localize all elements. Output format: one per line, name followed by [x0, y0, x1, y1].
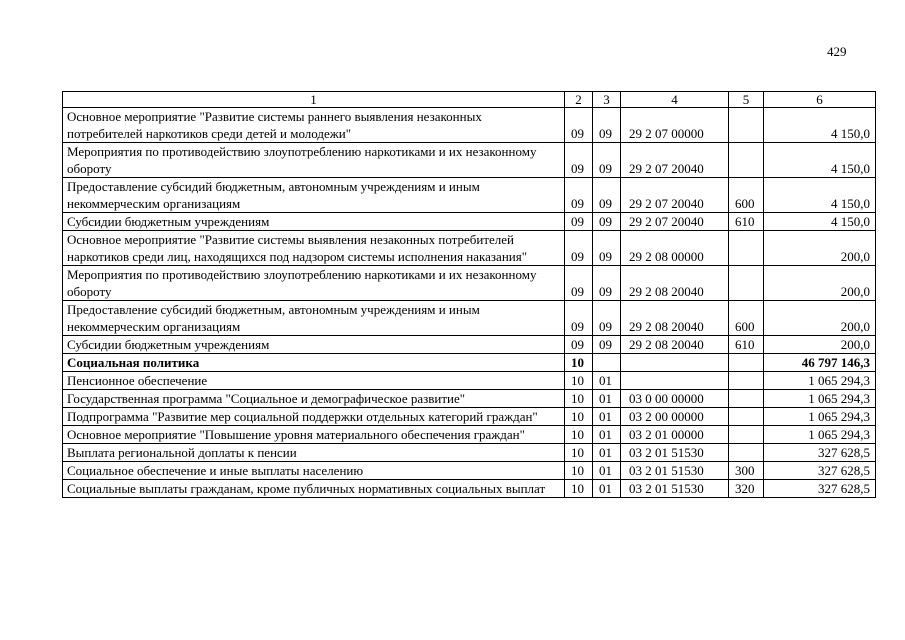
row-name: Основное мероприятие "Развитие системы раннего выявления незаконных потребителей наркотиков среди детей и молодежи"	[63, 108, 565, 143]
page-number: 429	[827, 44, 847, 59]
row-target-code: 29 2 07 20040	[621, 213, 729, 231]
row-amount: 200,0	[764, 336, 876, 354]
table-row	[63, 143, 876, 178]
row-name: Мероприятия по противодействию злоупотреблению наркотиками и их незаконному обороту	[63, 143, 565, 178]
row-section: 09	[565, 108, 593, 143]
table-row	[63, 266, 876, 301]
row-name: Выплата региональной доплаты к пенсии	[63, 444, 565, 462]
row-section: 09	[565, 336, 593, 354]
row-expense-type	[729, 372, 764, 390]
row-section: 10	[565, 408, 593, 426]
row-amount: 1 065 294,3	[764, 390, 876, 408]
table-row	[63, 426, 876, 444]
row-subsection	[593, 354, 621, 372]
row-expense-type	[729, 408, 764, 426]
row-expense-type	[729, 354, 764, 372]
table-row	[63, 108, 876, 143]
row-target-code: 03 2 01 51530	[621, 462, 729, 480]
row-target-code: 29 2 08 20040	[621, 301, 729, 336]
row-amount: 327 628,5	[764, 462, 876, 480]
header-cell-3: 3	[593, 92, 621, 108]
row-amount: 4 150,0	[764, 178, 876, 213]
row-subsection: 09	[593, 301, 621, 336]
row-amount: 4 150,0	[764, 143, 876, 178]
row-name: Субсидии бюджетным учреждениям	[63, 336, 565, 354]
row-section: 09	[565, 178, 593, 213]
row-target-code: 03 2 00 00000	[621, 408, 729, 426]
table-row	[63, 301, 876, 336]
row-subsection: 01	[593, 372, 621, 390]
row-subsection: 01	[593, 444, 621, 462]
row-subsection: 01	[593, 426, 621, 444]
row-target-code: 29 2 08 20040	[621, 266, 729, 301]
row-target-code: 29 2 07 20040	[621, 178, 729, 213]
table-body	[63, 92, 876, 498]
row-section: 09	[565, 301, 593, 336]
row-subsection: 01	[593, 480, 621, 498]
header-cell-4: 4	[621, 92, 729, 108]
row-expense-type	[729, 108, 764, 143]
row-name: Предоставление субсидий бюджетным, автономным учреждениям и иным некоммерческим организациям	[63, 301, 565, 336]
row-name: Социальное обеспечение и иные выплаты населению	[63, 462, 565, 480]
header-cell-2: 2	[565, 92, 593, 108]
row-amount: 46 797 146,3	[764, 354, 876, 372]
row-section: 10	[565, 462, 593, 480]
row-expense-type	[729, 143, 764, 178]
table-header-row	[63, 92, 876, 108]
header-cell-1: 1	[63, 92, 565, 108]
row-expense-type	[729, 444, 764, 462]
table-row	[63, 372, 876, 390]
row-target-code: 03 2 01 51530	[621, 480, 729, 498]
row-expense-type	[729, 266, 764, 301]
row-name: Государственная программа "Социальное и демографическое развитие"	[63, 390, 565, 408]
row-target-code	[621, 372, 729, 390]
row-target-code: 29 2 08 20040	[621, 336, 729, 354]
row-name: Субсидии бюджетным учреждениям	[63, 213, 565, 231]
row-expense-type: 600	[729, 301, 764, 336]
row-section: 10	[565, 426, 593, 444]
row-name: Основное мероприятие "Повышение уровня материального обеспечения граждан"	[63, 426, 565, 444]
row-subsection: 01	[593, 462, 621, 480]
row-subsection: 01	[593, 390, 621, 408]
row-subsection: 09	[593, 178, 621, 213]
row-amount: 200,0	[764, 231, 876, 266]
row-subsection: 09	[593, 213, 621, 231]
table-row	[63, 178, 876, 213]
table-row	[63, 390, 876, 408]
row-section: 10	[565, 372, 593, 390]
table-row	[63, 231, 876, 266]
row-amount: 327 628,5	[764, 444, 876, 462]
row-expense-type: 610	[729, 336, 764, 354]
table-row	[63, 354, 876, 372]
row-section: 09	[565, 231, 593, 266]
row-subsection: 09	[593, 143, 621, 178]
row-target-code: 29 2 07 00000	[621, 108, 729, 143]
row-expense-type: 600	[729, 178, 764, 213]
header-cell-6: 6	[764, 92, 876, 108]
row-subsection: 09	[593, 231, 621, 266]
row-amount: 327 628,5	[764, 480, 876, 498]
budget-table	[62, 91, 876, 498]
row-section: 10	[565, 354, 593, 372]
table-row	[63, 444, 876, 462]
row-name: Подпрограмма "Развитие мер социальной поддержки отдельных категорий граждан"	[63, 408, 565, 426]
row-name: Предоставление субсидий бюджетным, автономным учреждениям и иным некоммерческим организациям	[63, 178, 565, 213]
row-target-code: 03 0 00 00000	[621, 390, 729, 408]
row-section: 09	[565, 213, 593, 231]
row-amount: 1 065 294,3	[764, 408, 876, 426]
row-amount: 1 065 294,3	[764, 372, 876, 390]
row-target-code: 03 2 01 00000	[621, 426, 729, 444]
row-expense-type	[729, 231, 764, 266]
table-row	[63, 213, 876, 231]
row-subsection: 09	[593, 266, 621, 301]
table-row	[63, 408, 876, 426]
row-target-code	[621, 354, 729, 372]
row-amount: 4 150,0	[764, 213, 876, 231]
header-cell-5: 5	[729, 92, 764, 108]
row-expense-type	[729, 426, 764, 444]
row-amount: 1 065 294,3	[764, 426, 876, 444]
table-row	[63, 462, 876, 480]
row-target-code: 03 2 01 51530	[621, 444, 729, 462]
table-row	[63, 480, 876, 498]
row-expense-type: 320	[729, 480, 764, 498]
row-subsection: 09	[593, 108, 621, 143]
row-section: 09	[565, 143, 593, 178]
row-target-code: 29 2 07 20040	[621, 143, 729, 178]
row-expense-type: 610	[729, 213, 764, 231]
row-expense-type: 300	[729, 462, 764, 480]
row-subsection: 01	[593, 408, 621, 426]
row-name: Социальная политика	[63, 354, 565, 372]
row-expense-type	[729, 390, 764, 408]
row-name: Пенсионное обеспечение	[63, 372, 565, 390]
row-amount: 4 150,0	[764, 108, 876, 143]
row-subsection: 09	[593, 336, 621, 354]
row-section: 09	[565, 266, 593, 301]
row-name: Мероприятия по противодействию злоупотреблению наркотиками и их незаконному обороту	[63, 266, 565, 301]
row-target-code: 29 2 08 00000	[621, 231, 729, 266]
row-section: 10	[565, 480, 593, 498]
row-amount: 200,0	[764, 301, 876, 336]
row-amount: 200,0	[764, 266, 876, 301]
row-section: 10	[565, 390, 593, 408]
row-name: Основное мероприятие "Развитие системы выявления незаконных потребителей наркотиков среди лиц, находящихся под надзором системы исполнения наказания"	[63, 231, 565, 266]
table-row	[63, 336, 876, 354]
row-section: 10	[565, 444, 593, 462]
row-name: Социальные выплаты гражданам, кроме публичных нормативных социальных выплат	[63, 480, 565, 498]
